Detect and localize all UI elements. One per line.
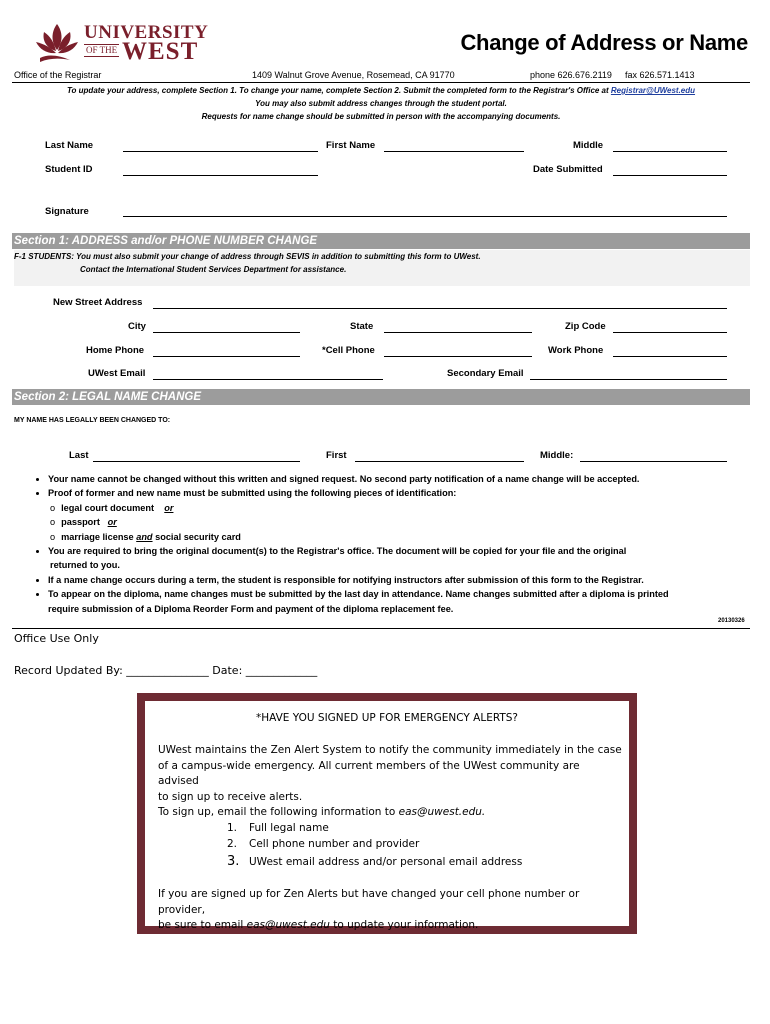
section1-header: Section 1: ADDRESS and/or PHONE NUMBER CHANGE — [12, 233, 750, 249]
form-title: Change of Address or Name — [460, 30, 748, 55]
registrar-email-link[interactable]: Registrar@UWest.edu — [610, 86, 696, 95]
logo-west-text: WEST — [122, 38, 199, 65]
student-id-field[interactable] — [123, 175, 318, 176]
university-logo — [34, 18, 209, 70]
street-address-field[interactable] — [153, 308, 727, 309]
middle-label: Middle — [573, 140, 604, 151]
last-name-field[interactable] — [123, 151, 318, 152]
or-text: or — [164, 502, 174, 513]
cell-phone-field[interactable] — [384, 356, 532, 357]
or-text: or — [107, 517, 117, 528]
new-first-name-label: First — [326, 450, 347, 461]
list-item: o legal court document or — [50, 501, 758, 515]
office-address: 1409 Walnut Grove Avenue, Rosemead, CA 91770 — [252, 70, 455, 80]
f1-notice-line2: Contact the International Student Services Department for assistance. — [80, 265, 347, 274]
legal-name-subtitle: MY NAME HAS LEGALLY BEEN CHANGED TO: — [14, 417, 171, 424]
list-item: • Proof of former and new name must be submitted using the following pieces of identification: o legal court document or o passport or o marriage license and social security card — [48, 486, 758, 544]
list-item: o passport or — [50, 515, 758, 529]
alert-items-list — [227, 821, 617, 871]
lotus-icon — [34, 18, 80, 68]
list-item: 3. UWest email address and/or personal email address — [227, 854, 523, 869]
alert-paragraph-3: If you are signed up for Zen Alerts but have changed your cell phone number or provider, be sure to email eas@uwest.edu to update your information. — [158, 888, 580, 931]
eas-email-link[interactable]: eas@uwest.edu. — [398, 806, 486, 818]
cell-phone-label: *Cell Phone — [322, 345, 375, 356]
city-label: City — [128, 321, 146, 332]
eas-email-link-2[interactable]: eas@uwest.edu — [246, 919, 330, 931]
id-options-list — [48, 501, 758, 544]
date-submitted-field[interactable] — [613, 175, 727, 176]
alert-heading: *HAVE YOU SIGNED UP FOR EMERGENCY ALERTS? — [255, 712, 519, 724]
list-item: o marriage license and social security card — [50, 530, 758, 544]
list-item: • If a name change occurs during a term, the student is responsible for notifying instructors after submission of this form to the Registrar. — [48, 573, 758, 587]
list-item: • You are required to bring the original document(s) to the Registrar's office. The document will be copied for your file and the original returned to you. — [48, 544, 758, 573]
first-name-label: First Name — [326, 140, 376, 151]
work-phone-label: Work Phone — [548, 345, 604, 356]
office-fax: fax 626.571.1413 — [625, 70, 695, 80]
signature-field[interactable] — [123, 216, 727, 217]
zip-code-label: Zip Code — [565, 321, 606, 332]
header-divider — [12, 82, 750, 83]
secondary-email-field[interactable] — [530, 379, 727, 380]
office-use-divider — [12, 628, 750, 629]
state-label: State — [350, 321, 374, 332]
list-item: • Your name cannot be changed without this written and signed request. No second party notification of a name change will be accepted. — [48, 472, 758, 486]
signature-label: Signature — [45, 206, 89, 217]
secondary-email-label: Secondary Email — [447, 368, 524, 379]
instructions-line2: You may also submit address changes through the student portal. — [255, 99, 507, 108]
street-address-label: New Street Address — [53, 297, 143, 308]
logo-ofthe-text: OF THE — [86, 45, 118, 55]
logo-university-text: UNIVERSITY — [84, 22, 209, 43]
office-phone: phone 626.676.2119 — [530, 70, 612, 80]
f1-notice — [14, 250, 750, 286]
middle-field[interactable] — [613, 151, 727, 152]
alert-paragraph-1: UWest maintains the Zen Alert System to notify the community immediately in the case of a campus-wide emergency. All current members of the UWest community are advised to sign up to receive alerts. — [158, 744, 622, 803]
office-name: Office of the Registrar — [14, 70, 102, 80]
home-phone-label: Home Phone — [86, 345, 145, 356]
new-first-name-field[interactable] — [355, 461, 524, 462]
student-id-label: Student ID — [45, 164, 93, 175]
list-item: 1. Full legal name — [227, 822, 329, 834]
new-last-name-label: Last — [69, 450, 89, 461]
city-field[interactable] — [153, 332, 300, 333]
new-middle-label: Middle: — [540, 450, 574, 461]
list-item: 2. Cell phone number and provider — [227, 837, 420, 850]
new-last-name-field[interactable] — [93, 461, 300, 462]
new-middle-field[interactable] — [580, 461, 727, 462]
uwest-email-field[interactable] — [153, 379, 383, 380]
state-field[interactable] — [384, 332, 532, 333]
home-phone-field[interactable] — [153, 356, 300, 357]
instructions-line3: Requests for name change should be submitted in person with the accompanying documents. — [201, 112, 561, 121]
first-name-field[interactable] — [384, 151, 524, 152]
requirements-list — [32, 472, 758, 616]
emergency-alert-box — [145, 701, 629, 931]
uwest-email-label: UWest Email — [88, 368, 146, 379]
section2-header: Section 2: LEGAL NAME CHANGE — [12, 389, 750, 405]
last-name-label: Last Name — [45, 140, 94, 151]
record-updated-line: Record Updated By: _______________ Date: _____________ — [14, 664, 318, 677]
form-code: 20130326 — [718, 618, 745, 624]
date-submitted-label: Date Submitted — [533, 164, 603, 175]
alert-signup-text: To sign up, email the following information to eas@uwest.edu. — [158, 806, 486, 818]
f1-notice-line1: F-1 STUDENTS: You must also submit your change of address through SEVIS in addition to submitting this form to UWest. — [14, 252, 481, 261]
list-item: • To appear on the diploma, name changes must be submitted by the last day in attendance. Name changes submitted after a diploma is printed require submission of a Diploma Reorder Form and payment of the diploma replacement fee. — [48, 587, 758, 616]
zip-code-field[interactable] — [613, 332, 727, 333]
instructions-line1: To update your address, complete Section 1. To change your name, complete Section 2. Submit the completed form to the Registrar's Office at Registrar@UWest.edu — [66, 86, 696, 95]
office-use-title: Office Use Only — [14, 632, 99, 645]
work-phone-field[interactable] — [613, 356, 727, 357]
